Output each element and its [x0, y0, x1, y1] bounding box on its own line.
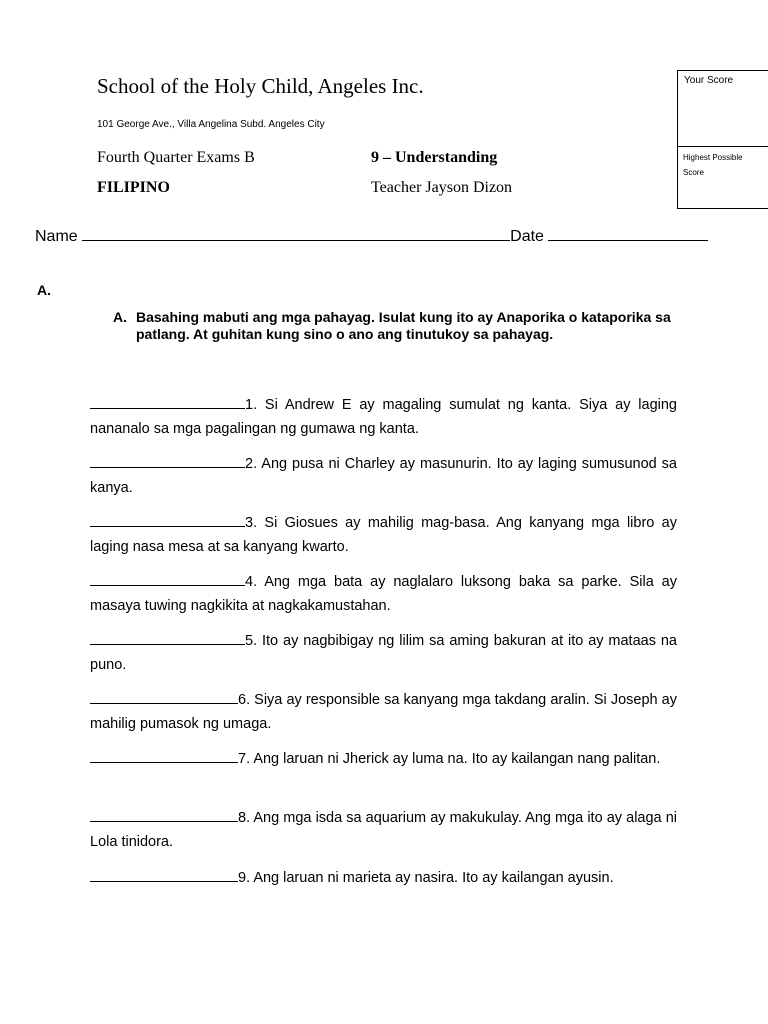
question-text: 8. Ang mga isda sa aquarium ay makukulay. Ang mga ito ay alaga ni Lola tinidora. — [90, 810, 677, 850]
answer-blank[interactable] — [90, 393, 245, 409]
answer-blank[interactable] — [90, 688, 238, 704]
answer-blank[interactable] — [90, 570, 245, 586]
question-item — [90, 866, 677, 890]
highest-possible-score-label: Highest Possible Score — [683, 153, 743, 177]
question-item — [90, 570, 677, 618]
answer-blank[interactable] — [90, 629, 245, 645]
question-text: 2. Ang pusa ni Charley ay masunurin. Ito ay laging sumusunod sa kanya. — [90, 456, 677, 496]
answer-blank[interactable] — [90, 806, 238, 822]
question-text: 7. Ang laruan ni Jherick ay luma na. Ito ay kailangan nang palitan. — [238, 751, 661, 767]
your-score-label: Your Score — [684, 75, 734, 86]
answer-blank[interactable] — [90, 866, 238, 882]
subject: FILIPINO — [97, 179, 170, 196]
instruction-marker: A. — [113, 309, 127, 325]
question-text: 9. Ang laruan ni marieta ay nasira. Ito ay kailangan ayusin. — [238, 870, 614, 886]
answer-blank[interactable] — [90, 747, 238, 763]
section-label: A. — [37, 282, 51, 298]
question-item — [90, 511, 677, 559]
instruction-text: Basahing mabuti ang mga pahayag. Isulat kung ito ay Anaporika o kataporika sa patlang. At guhitan kung sino o ano ang tinutukoy sa pahayag. — [136, 309, 671, 342]
date-label: Date — [510, 228, 544, 245]
answer-blank[interactable] — [90, 452, 245, 468]
score-box — [677, 70, 768, 209]
question-text: 3. Si Giosues ay mahilig mag-basa. Ang kanyang mga libro ay laging nasa mesa at sa kanyang kwarto. — [90, 515, 677, 555]
teacher-name: Teacher Jayson Dizon — [371, 179, 513, 196]
question-item — [90, 688, 677, 736]
instructions — [113, 309, 693, 343]
date-field[interactable] — [548, 226, 708, 241]
question-item — [90, 629, 677, 677]
score-divider — [678, 146, 768, 147]
answer-blank[interactable] — [90, 511, 245, 527]
question-text: 5. Ito ay nagbibigay ng lilim sa aming bakuran at ito ay mataas na puno. — [90, 633, 677, 673]
question-item — [90, 393, 677, 441]
question-item — [90, 452, 677, 500]
question-text: 4. Ang mga bata ay naglalaro luksong baka sa parke. Sila ay masaya tuwing nagkikita at nagkakamustahan. — [90, 574, 677, 614]
name-date-row — [35, 226, 708, 246]
name-label: Name — [35, 228, 78, 245]
grade-section: 9 – Understanding — [371, 149, 498, 166]
name-field[interactable] — [82, 226, 510, 241]
exam-title: Fourth Quarter Exams B — [97, 149, 255, 166]
school-address: 101 George Ave., Villa Angelina Subd. Angeles City — [97, 119, 325, 130]
question-text: 6. Siya ay responsible sa kanyang mga takdang aralin. Si Joseph ay mahilig pumasok ng umaga. — [90, 692, 677, 732]
question-text: 1. Si Andrew E ay magaling sumulat ng kanta. Siya ay laging nananalo sa mga pagalingan ng gumawa ng kanta. — [90, 397, 677, 437]
school-name: School of the Holy Child, Angeles Inc. — [97, 74, 424, 98]
question-item — [90, 747, 677, 771]
question-item — [90, 806, 677, 854]
